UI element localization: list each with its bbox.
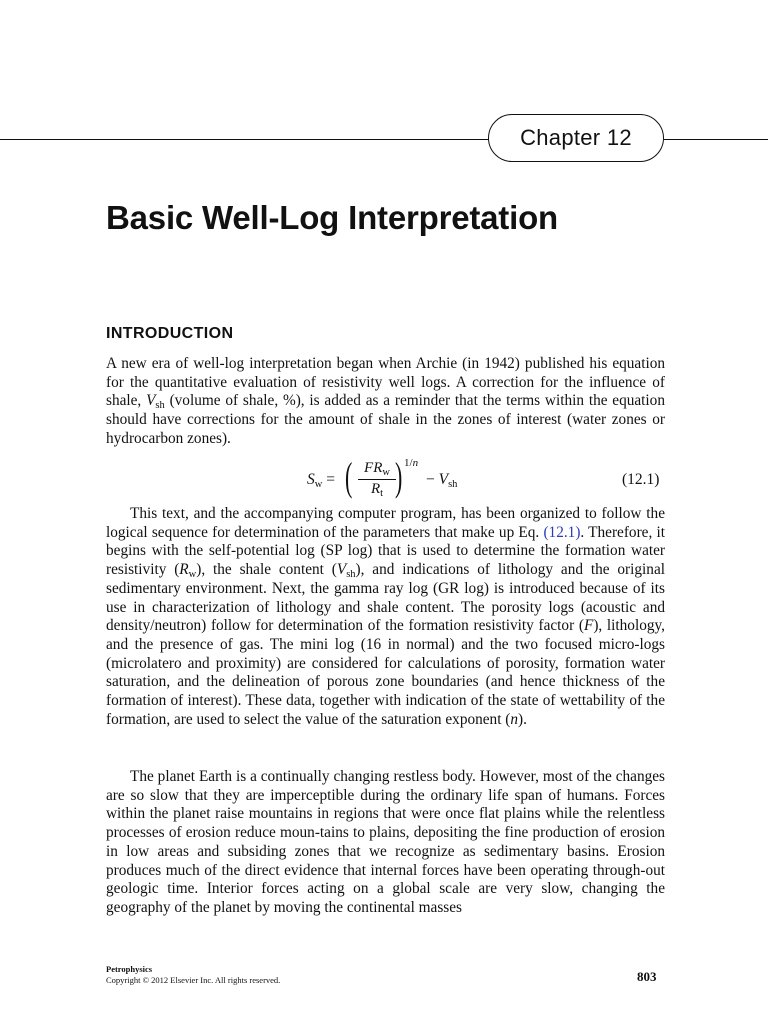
intro-paragraph-2: This text, and the accompanying computer program, has been organized to follow the logical sequence for determination of the parameters that make up Eq. (12.1). Therefore, it begins with the self-potential log (SP log) that is used to determine the formation water resistivity $(R_w)$, the shale content $(V_{sh})$, and indications of lithology and the original sedimentary environment. Next, the gamma ray log (GR log) is introduced because of its use in characterization of lithology and shale content. The porosity logs (acoustic and density/neutron) follow for determination of the formation resistivity factor (F), lithology, and the presence of gas. The mini log (16 in normal) and the two focused micro-logs (microlatero and proximity) are considered for calculations of porosity, formation water saturation, and the delineation of porous zone boundaries (and hence thickness of the formation of interest). These data, together with indication of the state of wettability of the formation, are used to select the value of the saturation exponent (n). bbox=[106, 505, 665, 728]
equation-lhs: $S_w$ = bbox=[307, 471, 335, 490]
equation-rhs: − $V_{sh}$ bbox=[426, 471, 458, 490]
equation-12-1 bbox=[0, 454, 768, 503]
intro-paragraph-3: The planet Earth is a continually changing restless body. However, most of the changes are so slow that they are imperceptible during the ordinary life span of humans. Forces within the planet raise mountains in regions that were once flat plains while the relentless processes of erosion reduce moun-tains to plains, depositing the fine production of erosion in low areas and subsiding zones that we recognize as sedimentary basins. Erosion produces much of the direct evidence that internal forces have been operating through-out geologic time. Interior forces acting on a global scale are very slow, changing the geography of the planet by moving the continental masses bbox=[106, 768, 665, 916]
footer-book-title: Petrophysics bbox=[106, 964, 153, 974]
left-paren: ( bbox=[344, 454, 353, 499]
chapter-title: Basic Well-Log Interpretation bbox=[106, 199, 558, 236]
header-rule-left bbox=[0, 139, 489, 140]
footer-copyright: Copyright © 2012 Elsevier Inc. All rights reserved. bbox=[106, 975, 281, 985]
equation-number: (12.1) bbox=[622, 471, 660, 488]
equation-exponent: 1/n bbox=[404, 457, 419, 469]
equation-fraction bbox=[358, 460, 396, 498]
equation-reference-link[interactable]: (12.1) bbox=[543, 523, 581, 541]
fraction-denominator: $R_t$ bbox=[370, 481, 384, 499]
fraction-bar bbox=[358, 479, 396, 480]
intro-paragraph-1: A new era of well-log interpretation began when Archie (in 1942) published his equation for the quantitative evaluation of resistivity well logs. A correction for the influence of shale, $V_{sh}$ (volume of shale, %), is added as a reminder that the terms within the equation should have corrections for the amount of shale in the zones of interest (water zones or hydrocarbon zones). bbox=[106, 355, 665, 447]
chapter-label: Chapter 12 bbox=[520, 125, 632, 150]
page-number: 803 bbox=[637, 969, 657, 984]
header-rule-right bbox=[664, 139, 768, 140]
right-paren: ) bbox=[394, 454, 403, 499]
fraction-numerator: $FR_w$ bbox=[364, 460, 390, 478]
chapter-badge bbox=[488, 114, 664, 162]
section-heading: INTRODUCTION bbox=[106, 325, 234, 342]
